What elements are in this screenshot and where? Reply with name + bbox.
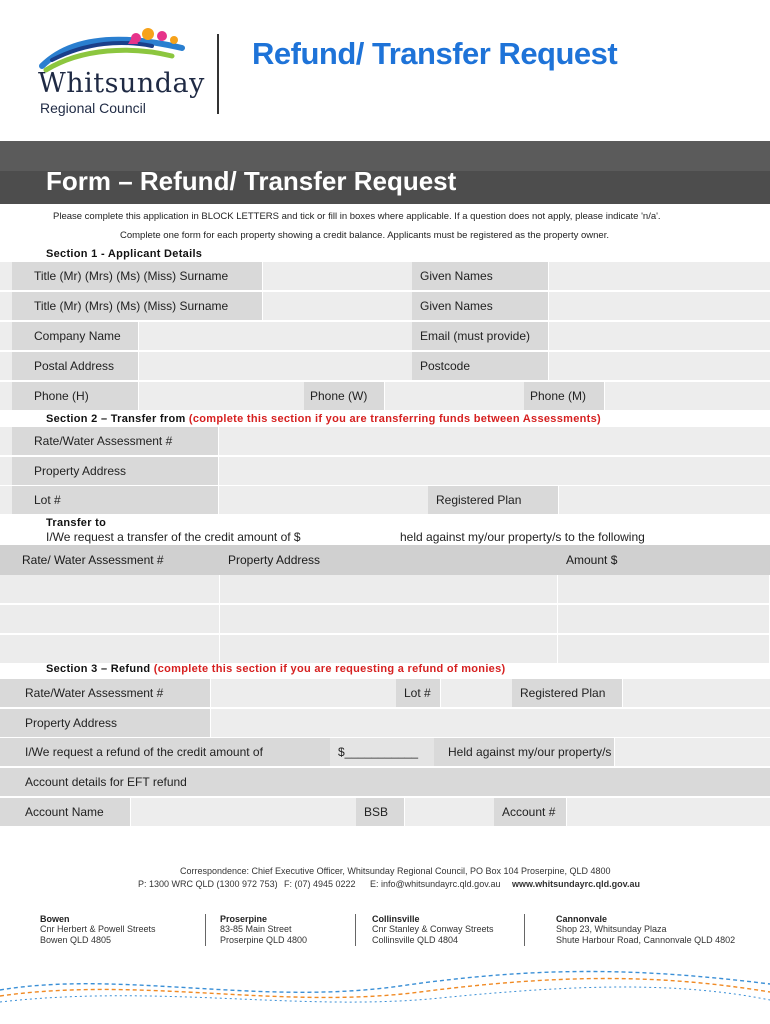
row-edge — [0, 352, 12, 380]
phone-w-input[interactable] — [384, 382, 524, 410]
s2-property-address-input[interactable] — [218, 457, 770, 485]
given-names-input-2[interactable] — [548, 292, 770, 320]
office-address-line: Collinsville QLD 4804 — [372, 935, 459, 945]
transfer-row3-assessment[interactable] — [0, 635, 220, 663]
footer-phone: P: 1300 WRC QLD (1300 972 753) — [138, 879, 278, 889]
section3-heading: Section 3 – Refund — [46, 663, 151, 675]
transfer-col-amount: Amount $ — [558, 545, 770, 575]
transfer-row1-assessment[interactable] — [0, 575, 220, 603]
refund-request-label: I/We request a refund of the credit amount of — [0, 738, 330, 766]
section3-note: (complete this section if you are requesting a refund of monies) — [153, 663, 506, 675]
company-name-label: Company Name — [12, 322, 138, 350]
transfer-row3-address[interactable] — [220, 635, 558, 663]
transfer-row2-amount[interactable] — [558, 605, 770, 633]
transfer-request-text: I/We request a transfer of the credit amount of $ — [46, 530, 301, 544]
office-separator — [355, 914, 356, 946]
email-input[interactable] — [548, 322, 770, 350]
eft-details-label: Account details for EFT refund — [0, 768, 770, 796]
office-collinsville — [372, 914, 494, 946]
office-name: Collinsville — [372, 914, 420, 924]
form-title: Form – Refund/ Transfer Request — [46, 166, 457, 196]
transfer-row1-address[interactable] — [220, 575, 558, 603]
instruction-line-1: Please complete this application in BLOCK LETTERS and tick or fill in boxes where applicable. If a question does not apply, please indicate 'n/a'. — [53, 211, 661, 222]
phone-w-label: Phone (W) — [304, 382, 384, 410]
office-address-line: Shute Harbour Road, Cannonvale QLD 4802 — [556, 935, 736, 945]
title-surname-input-1[interactable] — [262, 262, 412, 290]
logo-wordmark: Whitsunday — [38, 68, 205, 99]
instruction-line-2: Complete one form for each property showing a credit balance. Applicants must be registered as the property owner. — [120, 230, 609, 241]
office-bowen — [40, 914, 156, 946]
refund-held-input[interactable] — [614, 738, 770, 766]
transfer-col-assessment: Rate/ Water Assessment # — [12, 545, 220, 575]
s2-assessment-input[interactable] — [218, 427, 770, 455]
row-edge — [0, 262, 12, 290]
logo-subtitle: Regional Council — [40, 100, 146, 116]
bsb-label: BSB — [356, 798, 404, 826]
office-address-line: Bowen QLD 4805 — [40, 935, 112, 945]
logo-swoosh-icon — [32, 26, 202, 74]
s3-registered-plan-input[interactable] — [622, 679, 770, 707]
footer-email[interactable]: E: info@whitsundayrc.qld.gov.au — [370, 879, 501, 889]
section1-title: Section 1 - Applicant Details — [46, 248, 203, 260]
postal-address-label: Postal Address — [12, 352, 138, 380]
transfer-col-address: Property Address — [220, 545, 558, 575]
section2-title — [46, 413, 601, 425]
council-logo — [32, 26, 205, 118]
transfer-to-title: Transfer to — [46, 517, 107, 529]
phone-h-label: Phone (H) — [12, 382, 138, 410]
s3-assessment-label: Rate/Water Assessment # — [0, 679, 210, 707]
section2-note: (complete this section if you are transferring funds between Assessments) — [188, 413, 601, 425]
row-edge — [0, 322, 12, 350]
page-title: Refund/ Transfer Request — [252, 36, 618, 71]
office-name: Proserpine — [220, 914, 268, 924]
footer-wave-decoration — [0, 962, 770, 1012]
footer-website[interactable]: www.whitsundayrc.qld.gov.au — [512, 879, 641, 889]
row-edge — [0, 486, 12, 514]
office-address-line: 83-85 Main Street — [220, 924, 292, 934]
office-name: Cannonvale — [556, 914, 608, 924]
header-divider — [217, 34, 219, 114]
email-label: Email (must provide) — [412, 322, 548, 350]
title-surname-label-2: Title (Mr) (Mrs) (Ms) (Miss) Surname — [12, 292, 262, 320]
office-separator — [524, 914, 525, 946]
transfer-row1-amount[interactable] — [558, 575, 770, 603]
row-edge — [0, 427, 12, 455]
account-name-input[interactable] — [130, 798, 356, 826]
phone-m-input[interactable] — [604, 382, 770, 410]
refund-held-label: Held against my/our property/s — [434, 738, 614, 766]
office-address-line: Shop 23, Whitsunday Plaza — [556, 924, 667, 934]
account-number-input[interactable] — [566, 798, 770, 826]
given-names-label-2: Given Names — [412, 292, 548, 320]
phone-h-input[interactable] — [138, 382, 304, 410]
s3-property-address-label: Property Address — [0, 709, 210, 737]
row-edge — [0, 545, 12, 575]
office-separator — [205, 914, 206, 946]
s3-registered-plan-label: Registered Plan — [512, 679, 622, 707]
footer-fax: F: (07) 4945 0222 — [284, 879, 356, 889]
s3-assessment-input[interactable] — [210, 679, 396, 707]
transfer-held-text: held against my/our property/s to the following — [400, 530, 645, 544]
s3-lot-label: Lot # — [396, 679, 440, 707]
section2-heading: Section 2 – Transfer from — [46, 413, 186, 425]
s3-lot-input[interactable] — [440, 679, 512, 707]
postcode-input[interactable] — [548, 352, 770, 380]
s2-registered-plan-input[interactable] — [558, 486, 770, 514]
transfer-row2-assessment[interactable] — [0, 605, 220, 633]
row-edge — [0, 382, 12, 410]
postal-address-input[interactable] — [138, 352, 412, 380]
given-names-label-1: Given Names — [412, 262, 548, 290]
postcode-label: Postcode — [412, 352, 548, 380]
account-number-label: Account # — [494, 798, 566, 826]
s2-registered-plan-label: Registered Plan — [428, 486, 558, 514]
title-surname-label-1: Title (Mr) (Mrs) (Ms) (Miss) Surname — [12, 262, 262, 290]
refund-amount-input[interactable]: $___________ — [330, 738, 434, 766]
transfer-row2-address[interactable] — [220, 605, 558, 633]
transfer-row3-amount[interactable] — [558, 635, 770, 663]
row-edge — [0, 292, 12, 320]
s2-lot-input[interactable] — [218, 486, 428, 514]
section3-title — [46, 663, 505, 675]
office-address-line: Cnr Herbert & Powell Streets — [40, 924, 156, 934]
s2-property-address-label: Property Address — [12, 457, 218, 485]
phone-m-label: Phone (M) — [524, 382, 604, 410]
office-name: Bowen — [40, 914, 70, 924]
bsb-input[interactable] — [404, 798, 494, 826]
office-cannonvale — [556, 914, 735, 946]
row-edge — [0, 457, 12, 485]
office-proserpine — [220, 914, 307, 946]
s2-assessment-label: Rate/Water Assessment # — [12, 427, 218, 455]
given-names-input-1[interactable] — [548, 262, 770, 290]
footer-correspondence: Correspondence: Chief Executive Officer, Whitsunday Regional Council, PO Box 104 Proserpine, QLD 4800 — [180, 866, 611, 876]
title-surname-input-2[interactable] — [262, 292, 412, 320]
office-address-line: Cnr Stanley & Conway Streets — [372, 924, 494, 934]
s3-property-address-input[interactable] — [210, 709, 770, 737]
s2-lot-label: Lot # — [12, 486, 218, 514]
office-address-line: Proserpine QLD 4800 — [220, 935, 308, 945]
account-name-label: Account Name — [0, 798, 130, 826]
company-name-input[interactable] — [138, 322, 412, 350]
